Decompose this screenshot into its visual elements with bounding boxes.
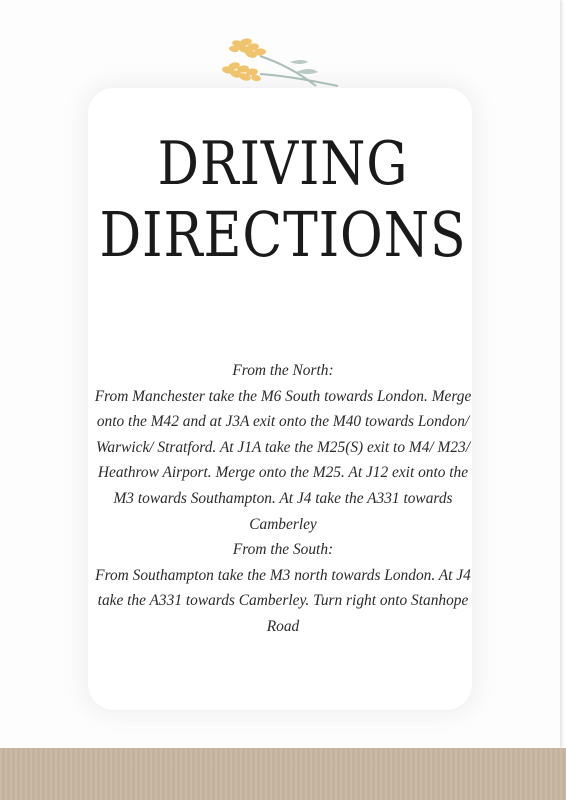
- south-heading: From the South:: [232, 541, 334, 559]
- kraft-texture: [0, 748, 566, 800]
- page-title-line-1: DRIVING: [157, 129, 409, 199]
- north-directions: From Manchester take the M6 South towards London. Merge onto the M42 and at J3A exit onto the M40 towards London/ Warwick/ Stratford. At J1A take the M25(S) exit to M4/ M23/ Heathrow Airport. Merge onto the M25. At J12 exit onto the M3 towards Southampton. At J4 take the A331 towards Camberley: [94, 387, 472, 533]
- north-heading: From the North:: [232, 362, 334, 379]
- south-directions: From Southampton take the M3 north towards London. At J4 take the A331 towards Camberley. Turn right onto Stanhope Road: [95, 566, 471, 635]
- page-title-line-2: DIRECTIONS: [99, 198, 467, 271]
- wheat-sprig-icon: [220, 36, 344, 92]
- directions-text: [90, 358, 476, 640]
- kraft-paper-base: [0, 748, 566, 800]
